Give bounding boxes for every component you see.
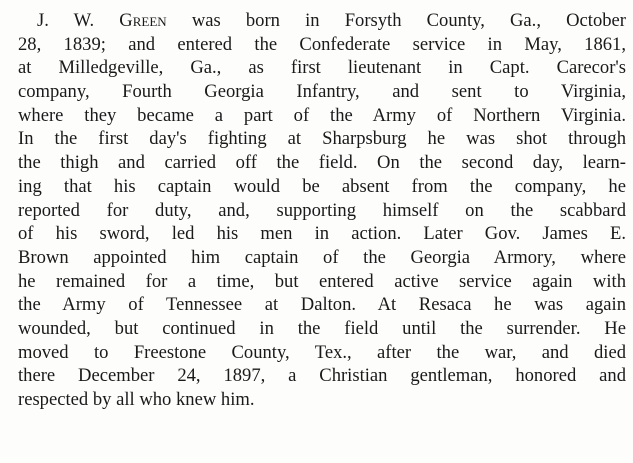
text-line: of his sword, led his men in action. Later Gov. James E. [18,223,626,245]
text-line: there December 24, 1897, a Christian gentleman, honored and [18,365,626,387]
text-line: the thigh and carried off the field. On the second day, learn- [18,152,626,174]
obituary-paragraph [18,9,626,412]
text-line: where they became a part of the Army of Northern Virginia. [18,104,626,126]
text-line: ing that his captain would be absent from the company, he [18,175,626,197]
text-line: wounded, but continued in the field until the surrender. He [18,317,626,339]
text-line: the Army of Tennessee at Dalton. At Resaca he was again [18,294,626,316]
text-line: In the first day's fighting at Sharpsburg he was shot through [18,128,626,150]
text-line: company, Fourth Georgia Infantry, and sent to Virginia, [18,81,626,103]
text-line: Brown appointed him captain of the Georgia Armory, where [18,246,626,268]
text-line-content: was born in Forsyth County, Ga., October [166,10,626,31]
text-line: respected by all who knew him. [18,389,255,410]
text-line: at Milledgeville, Ga., as first lieutenant in Capt. Carecor's [18,57,626,79]
text-line: moved to Freestone County, Tex., after the war, and died [18,341,626,363]
text-line: he remained for a time, but entered active service again with [18,270,626,292]
text-line: reported for duty, and, supporting himself on the scabbard [18,199,626,221]
text-line: 28, 1839; and entered the Confederate service in May, 1861, [18,33,626,55]
text-line [18,9,626,33]
subject-name: J. W. Green [37,10,167,31]
